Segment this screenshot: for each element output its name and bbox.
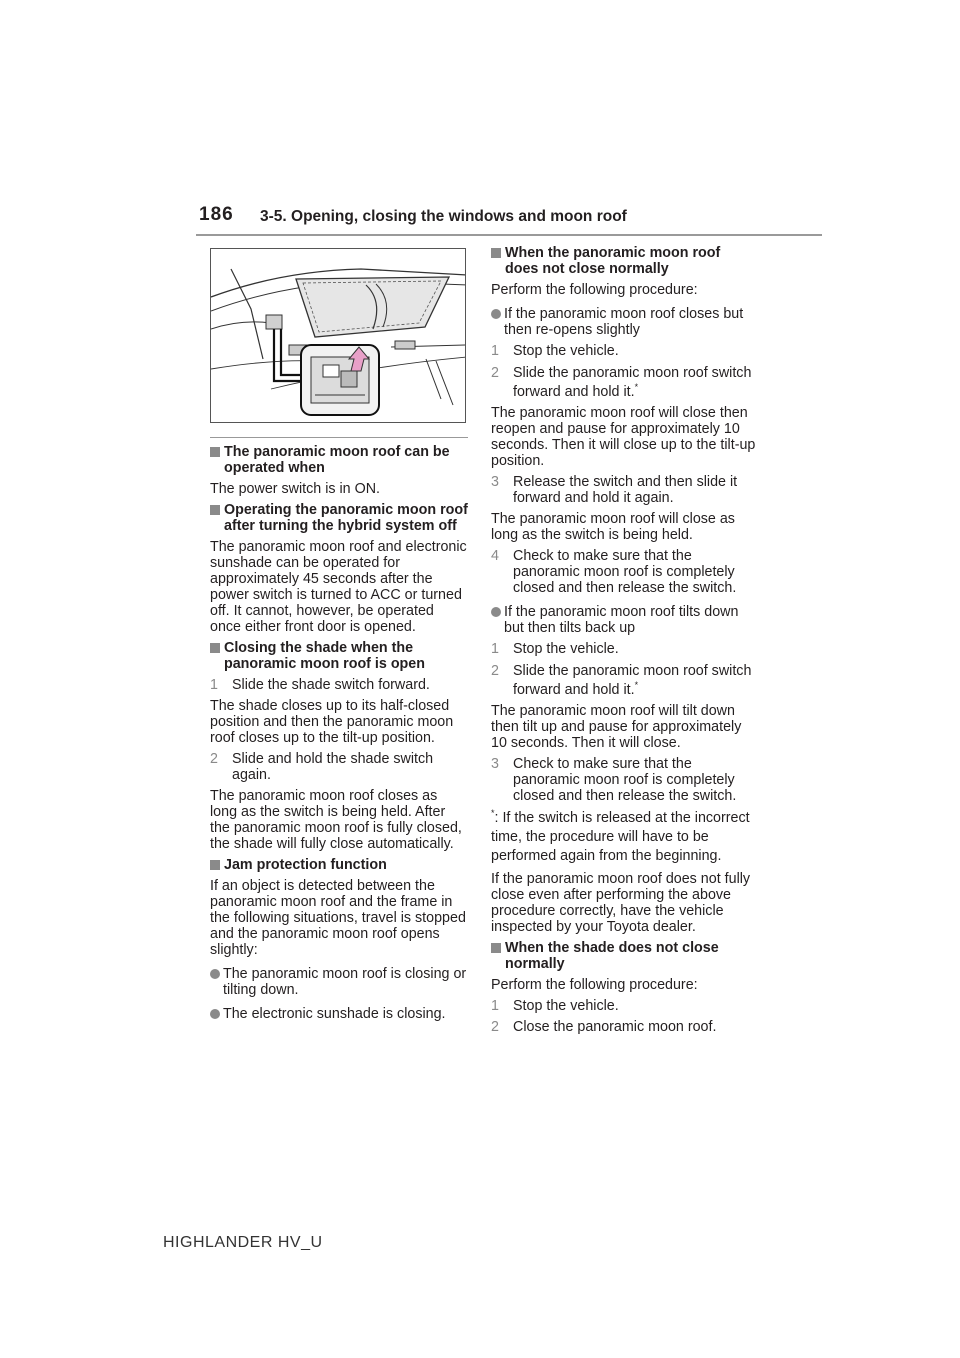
list-item: If the panoramic moon roof tilts down but then tilts back up bbox=[491, 604, 757, 636]
square-bullet-icon bbox=[210, 643, 220, 653]
paragraph: If an object is detected between the panoramic moon roof and the frame in the following situations, travel is stopped and the panoramic moon roof opens slightly: bbox=[210, 878, 466, 958]
footnote: *: If the switch is released at the incorrect time, the procedure will have to be performed again from the beginning. bbox=[491, 808, 750, 864]
right-column bbox=[491, 245, 757, 1040]
step-item: 1 Slide the shade switch forward. bbox=[210, 677, 430, 693]
list-item: The electronic sunshade is closing. bbox=[210, 1006, 468, 1022]
round-bullet-icon bbox=[491, 309, 501, 319]
heading-shade-not-close: When the shade does not close normally bbox=[491, 940, 757, 972]
step-item: 2 Close the panoramic moon roof. bbox=[491, 1019, 717, 1035]
heading-jam-protection: Jam protection function bbox=[210, 857, 468, 873]
step-item: 1 Stop the vehicle. bbox=[491, 998, 619, 1014]
square-bullet-icon bbox=[491, 943, 501, 953]
heading-operated-when: The panoramic moon roof can be operated when bbox=[210, 444, 468, 476]
paragraph: The panoramic moon roof will close then reopen and pause for approximately 10 seconds. Then it will close up to the tilt-up position. bbox=[491, 405, 756, 469]
round-bullet-icon bbox=[210, 1009, 220, 1019]
step-item: 2 Slide the panoramic moon roof switch forward and hold it.* bbox=[491, 663, 752, 698]
paragraph: The panoramic moon roof closes as long as the switch is being held. After the panoramic moon roof is fully closed, the shade will fully close automatically. bbox=[210, 788, 462, 852]
paragraph: Perform the following procedure: bbox=[491, 977, 698, 993]
heading-closing-shade: Closing the shade when the panoramic moon roof is open bbox=[210, 640, 468, 672]
heading-roof-not-close: When the panoramic moon roof does not close normally bbox=[491, 245, 757, 277]
page-number: 186 bbox=[199, 204, 234, 225]
step-item: 3 Release the switch and then slide it forward and hold it again. bbox=[491, 474, 738, 506]
paragraph: The panoramic moon roof will tilt down then tilt up and pause for approximately 10 seconds. Then it will close. bbox=[491, 703, 742, 751]
step-item: 1 Stop the vehicle. bbox=[491, 343, 619, 359]
page-header bbox=[196, 204, 822, 238]
step-item: 1 Stop the vehicle. bbox=[491, 641, 619, 657]
square-bullet-icon bbox=[210, 860, 220, 870]
step-item: 2 Slide and hold the shade switch again. bbox=[210, 751, 434, 783]
left-column bbox=[210, 248, 468, 1027]
paragraph: If the panoramic moon roof does not fully close even after performing the above procedure correctly, have the vehicle inspected by your Toyota dealer. bbox=[491, 871, 751, 935]
square-bullet-icon bbox=[210, 447, 220, 457]
step-item: 2 Slide the panoramic moon roof switch forward and hold it.* bbox=[491, 365, 752, 400]
square-bullet-icon bbox=[491, 248, 501, 258]
section-title: 3-5. Opening, closing the windows and moon roof bbox=[260, 208, 627, 225]
heading-after-hybrid-off: Operating the panoramic moon roof after turning the hybrid system off bbox=[210, 502, 468, 534]
header-divider bbox=[196, 234, 822, 236]
round-bullet-icon bbox=[210, 969, 220, 979]
round-bullet-icon bbox=[491, 607, 501, 617]
step-item: 3 Check to make sure that the panoramic moon roof is completely closed and then release the switch. bbox=[491, 756, 737, 804]
square-bullet-icon bbox=[210, 505, 220, 515]
paragraph: Perform the following procedure: bbox=[491, 282, 698, 298]
moon-roof-switch-illustration bbox=[210, 248, 466, 423]
figure-divider bbox=[210, 437, 468, 438]
footer-model: HIGHLANDER HV_U bbox=[163, 1234, 323, 1251]
paragraph: The shade closes up to its half-closed position and then the panoramic moon roof closes up to the tilt-up position. bbox=[210, 698, 454, 746]
list-item: If the panoramic moon roof closes but then re-opens slightly bbox=[491, 306, 757, 338]
moon-roof-switch-drawing bbox=[211, 249, 466, 423]
step-item: 4 Check to make sure that the panoramic moon roof is completely closed and then release the switch. bbox=[491, 548, 737, 596]
list-item: The panoramic moon roof is closing or tilting down. bbox=[210, 966, 468, 998]
paragraph: The panoramic moon roof will close as long as the switch is being held. bbox=[491, 511, 735, 543]
paragraph: The power switch is in ON. bbox=[210, 481, 381, 497]
paragraph: The panoramic moon roof and electronic sunshade can be operated for approximately 45 seconds after the power switch is turned to ACC or turned off. It cannot, however, be operated once either front door is opened. bbox=[210, 539, 467, 635]
